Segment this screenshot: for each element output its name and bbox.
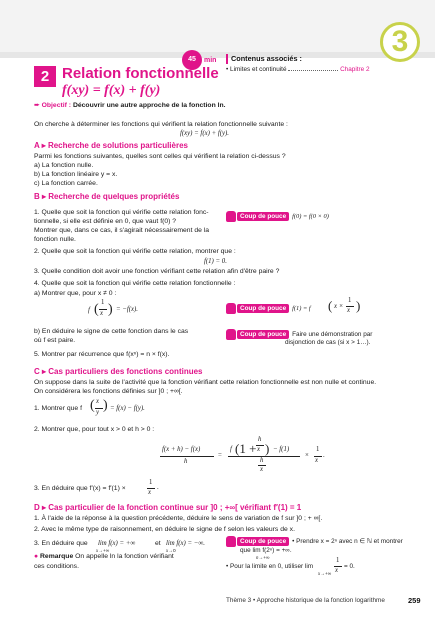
remarque-label: Remarque xyxy=(40,553,74,560)
cdp-tag: Coup de pouce xyxy=(237,330,289,339)
duration-value: 45 xyxy=(188,56,196,63)
c-q3-period: . xyxy=(157,484,159,491)
b-q4b-line1: b) En déduire le signe de cette fonction dans le cas xyxy=(34,328,189,335)
hand-icon xyxy=(226,303,236,314)
c-q3-one: 1 xyxy=(149,479,153,486)
c-q2-period: . xyxy=(323,452,325,459)
section-a-item-b: b) La fonction linéaire y = x. xyxy=(34,171,118,178)
objectif-text: Découvrir une autre approche de la fonction ln. xyxy=(72,102,226,109)
remarque-text-2: ces conditions. xyxy=(34,563,79,570)
paren-open: ( xyxy=(94,302,99,317)
cdp-tag: Coup de pouce xyxy=(237,212,289,221)
paren-open-2: ( xyxy=(328,298,333,313)
coup-de-pouce-1 xyxy=(226,211,329,222)
activity-formula: f(xy) = f(x) + f(y) xyxy=(62,83,161,98)
section-a-intro: Parmi les fonctions suivantes, quelles sont celles qui vérifient la relation ci-dessus ? xyxy=(34,153,286,160)
remarque-line1 xyxy=(34,552,174,561)
arrow-icon: ➨ xyxy=(34,102,40,109)
b-q1-line1: 1. Quelle que soit la fonction qui vérifie cette relation fonc- xyxy=(34,209,209,216)
cdp-4-one: 1 xyxy=(336,557,340,564)
top-ribbon xyxy=(0,0,435,58)
b-q5: 5. Montrer par récurrence que f(xⁿ) = n × f(x). xyxy=(34,351,170,358)
frac-den: x xyxy=(100,310,104,317)
cdp-3-line1: Faire une démonstration par xyxy=(292,331,373,339)
c-paren-close: ) xyxy=(103,398,108,413)
d-q3-and: et xyxy=(155,540,161,547)
b-q2-equation: f(1) = 0. xyxy=(204,258,227,265)
b-q3: 3. Quelle condition doit avoir une fonction vérifiant cette relation afin d'être paire ? xyxy=(34,268,280,275)
duration-unit: min xyxy=(204,57,217,64)
chapter-badge xyxy=(380,22,420,62)
intro-text: On cherche à déterminer les fonctions qui vérifient la relation fonctionnelle suivante : xyxy=(34,121,288,128)
leader-dots xyxy=(288,65,338,71)
section-c-line2: On considérera les fonctions définies sur ]0 ; +∞[. xyxy=(34,388,183,395)
paren-close: ) xyxy=(108,302,113,317)
c-q2-f-paren: f xyxy=(230,446,232,453)
cdp-4-line2: que lim f(2ⁿ) = +∞. xyxy=(240,547,292,554)
b-q4b-line2: où f est paire. xyxy=(34,337,76,344)
intro-relation: f(xy) = f(x) + f(y). xyxy=(180,130,229,137)
contenus-item xyxy=(226,65,369,74)
cdp-4-line3: • Pour la limite en 0, utiliser lim xyxy=(226,563,314,570)
c-q2-h-small: h xyxy=(258,436,262,443)
c-q1: 1. Montrer que f xyxy=(34,405,82,412)
cdp-4-line3b: = 0. xyxy=(344,563,355,570)
section-a-item-c: c) La fonction carrée. xyxy=(34,180,98,187)
hand-icon xyxy=(226,211,236,222)
remarque-icon: ● xyxy=(34,553,39,560)
c-q3: 3. En déduire que f′(x) = f′(1) × xyxy=(34,485,126,492)
c-q2-equals: = xyxy=(218,452,222,459)
c-q2-minus-f1: − f(1) xyxy=(273,446,290,453)
frac-num: 1 xyxy=(101,299,105,306)
d-q3-lim1-sub: x→+∞ xyxy=(96,549,110,554)
remarque-text-1: On appelle ln la fonction vérifiant xyxy=(75,553,174,560)
contenus-title: Contenus associés : xyxy=(226,54,369,64)
section-a-title: A ▸ Recherche de solutions particulières xyxy=(34,141,188,150)
cdp-2-text: f(1) = f xyxy=(292,305,311,313)
b-q4a-equation: = −f(x). xyxy=(116,306,139,313)
b-q1-line3: Montrer que, dans ce cas, il s'agirait nécessairement de la xyxy=(34,227,210,234)
section-b-title: B ▸ Recherche de quelques propriétés xyxy=(34,192,180,201)
c-q2-big-paren: (1 + xyxy=(235,441,257,456)
objectif-label: Objectif : xyxy=(41,102,72,109)
c-frac-den: y xyxy=(96,409,100,416)
c-q2-h-den: h xyxy=(260,457,264,464)
cdp-4-line1: • Prendre x = 2ⁿ avec n ∈ ℕ et montrer xyxy=(292,538,403,546)
cdp-4-sub2: x→+∞ xyxy=(318,572,332,577)
c-q2-numerator: f(x + h) − f(x) xyxy=(162,446,201,453)
d-q1: 1. À l'aide de la réponse à la question précédente, déduire le sens de variation de f sur ]0 ; + ∞[. xyxy=(34,515,323,522)
cdp2-x-times: x × xyxy=(334,303,344,310)
contenus-associes xyxy=(226,54,369,74)
cdp-1-text: f(0) = f(0 × 0) xyxy=(292,213,329,221)
cdp-3-line2: disjonction de cas (si x > 1…). xyxy=(285,339,371,346)
coup-de-pouce-2 xyxy=(226,303,311,314)
section-d-title: D ▸ Cas particulier de la fonction continue sur ]0 ; +∞[ vérifiant f′(1) = 1 xyxy=(34,503,302,512)
activity-number: 2 xyxy=(34,66,56,87)
d-q2: 2. Avec le même type de raisonnement, en déduire le signe de f selon les valeurs de x. xyxy=(34,526,295,533)
c-q2-close-paren: ) xyxy=(265,441,270,456)
c-q2-one: 1 xyxy=(316,446,320,453)
c-q2-x-small: x xyxy=(257,446,261,453)
contenus-item-text: • Limites et continuité xyxy=(226,66,287,73)
hand-icon xyxy=(226,536,236,547)
c-q2-h: h xyxy=(184,458,188,465)
paren-close-2: ) xyxy=(356,298,361,313)
cdp-tag: Coup de pouce xyxy=(237,537,289,546)
page-footer: Thème 3 • Approche historique de la fonction logarithme xyxy=(226,597,385,604)
b-q1-line4: fonction nulle. xyxy=(34,236,76,243)
d-q3-lim1: lim f(x) = +∞ xyxy=(98,540,136,547)
cdp-tag: Coup de pouce xyxy=(237,304,289,313)
chapter-number: 3 xyxy=(391,25,409,58)
cdp2-frac-den: x xyxy=(347,307,351,314)
section-c-title: C ▸ Cas particuliers des fonctions continues xyxy=(34,367,203,376)
b-q4: 4. Quelle que soit la fonction qui vérifie cette relation fonctionnelle : xyxy=(34,280,236,287)
b-q2: 2. Quelle que soit la fonction qui vérifie cette relation, montrer que : xyxy=(34,248,236,255)
b-q4a: a) Montrer que, pour x ≠ 0 : xyxy=(34,290,117,297)
activity-title: Relation fonctionnelle xyxy=(62,65,219,82)
frac-f-1-over-x: f xyxy=(88,307,90,314)
d-q3-lim2-sub: x→0 xyxy=(166,549,176,554)
cdp-4-sub1: n→+∞ xyxy=(256,556,270,561)
c-q2-big-bar xyxy=(228,456,300,457)
ribbon-strip xyxy=(0,52,435,58)
cdp2-frac-num: 1 xyxy=(348,297,352,304)
c-paren-open: ( xyxy=(90,398,95,413)
c-q2-times: × xyxy=(305,452,309,459)
cdp-4-x: x xyxy=(335,567,339,574)
page-number: 259 xyxy=(408,596,421,605)
d-q3-lim2: lim f(x) = −∞. xyxy=(166,540,205,547)
c-q2-x-den: x xyxy=(260,466,264,473)
section-a-item-a: a) La fonction nulle. xyxy=(34,162,94,169)
objectif-line xyxy=(34,101,226,110)
b-q1-line2: tionnelle, si elle est définie en 0, que vaut f(0) ? xyxy=(34,218,177,225)
c-q2-bar xyxy=(160,456,214,457)
d-q3: 3. En déduire que xyxy=(34,540,88,547)
c-q1-equation: = f(x) − f(y). xyxy=(110,405,145,412)
chapter-ref-link[interactable]: Chapitre 2 xyxy=(340,66,370,73)
c-q2-last-x: x xyxy=(315,457,319,464)
c-frac-num: x xyxy=(96,398,100,405)
section-c-line1: On suppose dans la suite de l'activité que la fonction vérifiant cette relation fonctionnelle est non nulle et continue. xyxy=(34,379,377,386)
c-q2: 2. Montrer que, pour tout x > 0 et h > 0 : xyxy=(34,426,155,433)
hand-icon xyxy=(226,329,236,340)
c-q3-x: x xyxy=(148,489,152,496)
